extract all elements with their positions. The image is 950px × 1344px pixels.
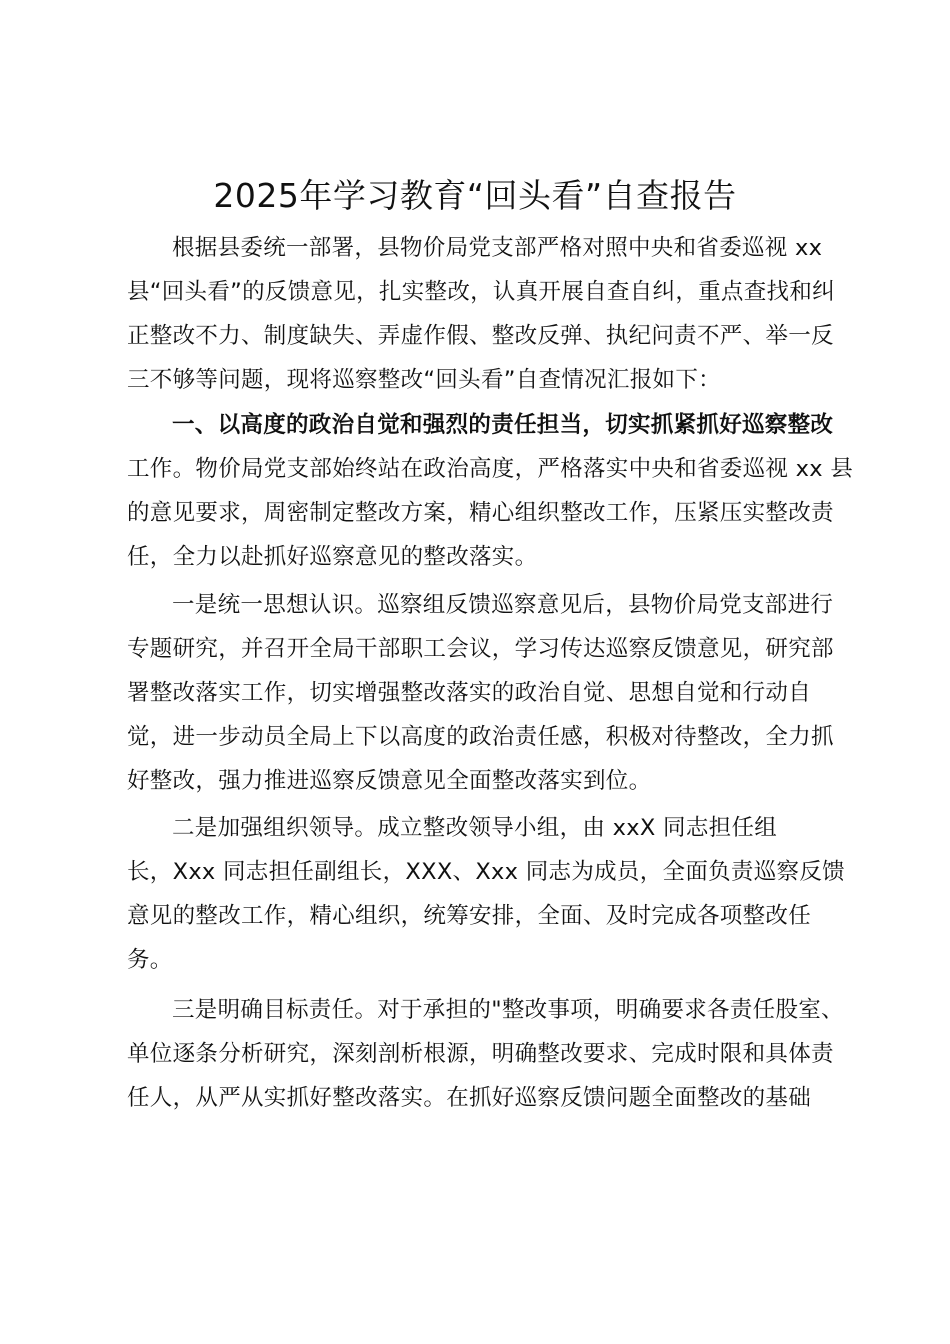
document-title: 2025年学习教育“回头看”自查报告 bbox=[213, 176, 737, 215]
paragraph-3-line-4: 觉，进一步动员全局上下以高度的政治责任感，积极对待整改，全力抓 bbox=[127, 724, 834, 750]
paragraph-1-line-3: 正整改不力、制度缺失、弄虚作假、整改反弹、执纪问责不严、举一反 bbox=[127, 323, 834, 349]
paragraph-2-line-4: 任，全力以赴抓好巡察意见的整改落实。 bbox=[127, 544, 538, 570]
heading-1-line-2: 工作。物价局党支部始终站在政治高度，严格落实中央和省委巡视 xx 县 bbox=[127, 456, 854, 482]
paragraph-3-line-1: 一是统一思想认识。巡察组反馈巡察意见后，县物价局党支部进行 bbox=[172, 592, 834, 618]
paragraph-4-line-3: 意见的整改工作，精心组织，统筹安排，全面、及时完成各项整改任 bbox=[127, 903, 812, 929]
paragraph-3-line-3: 署整改落实工作，切实增强整改落实的政治自觉、思想自觉和行动自 bbox=[127, 680, 812, 706]
paragraph-1-line-4: 三不够等问题，现将巡察整改“回头看”自查情况汇报如下： bbox=[127, 367, 721, 393]
paragraph-5-line-1: 三是明确目标责任。对于承担的"整改事项，明确要求各责任股室、 bbox=[172, 997, 844, 1023]
paragraph-3-line-5: 好整改，强力推进巡察反馈意见全面整改落实到位。 bbox=[127, 768, 652, 794]
paragraph-4-line-4: 务。 bbox=[127, 947, 173, 973]
paragraph-5-line-2: 单位逐条分析研究，深刻剖析根源，明确整改要求、完成时限和具体责 bbox=[127, 1041, 834, 1067]
paragraph-2-line-3: 的意见要求，周密制定整改方案，精心组织整改工作，压紧压实整改责 bbox=[127, 500, 834, 526]
paragraph-3-line-2: 专题研究，并召开全局干部职工会议，学习传达巡察反馈意见，研究部 bbox=[127, 636, 834, 662]
paragraph-5-line-3: 任人，从严从实抓好整改落实。在抓好巡察反馈问题全面整改的基础 bbox=[127, 1085, 812, 1111]
paragraph-1-line-1: 根据县委统一部署，县物价局党支部严格对照中央和省委巡视 xx bbox=[172, 235, 823, 261]
heading-1-line-1: 一、以高度的政治自觉和强烈的责任担当，切实抓紧抓好巡察整改 bbox=[172, 412, 834, 438]
paragraph-4-line-1: 二是加强组织领导。成立整改领导小组，由 xxX 同志担任组 bbox=[172, 815, 778, 841]
paragraph-1-line-2: 县“回头看”的反馈意见，扎实整改，认真开展自查自纠，重点查找和纠 bbox=[127, 279, 835, 305]
paragraph-4-line-2: 长，Xxx 同志担任副组长，XXX、Xxx 同志为成员，全面负责巡察反馈 bbox=[127, 859, 845, 885]
